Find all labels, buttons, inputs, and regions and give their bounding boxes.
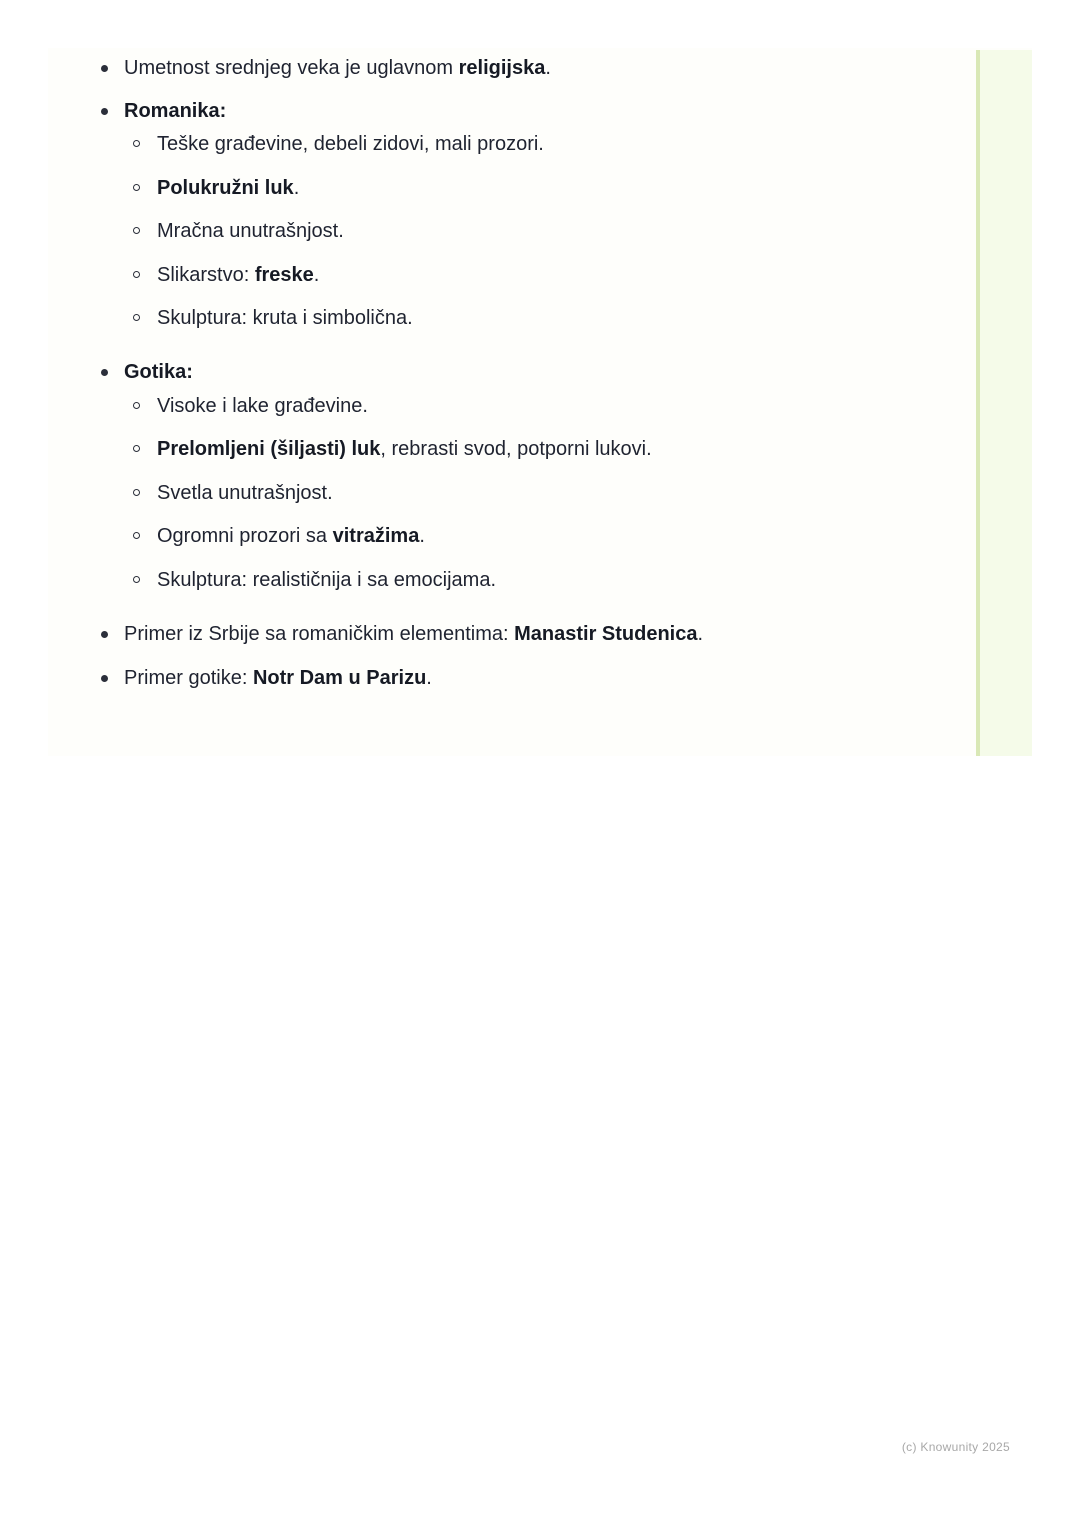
sub-list-item — [48, 262, 948, 288]
sub-list-item — [48, 436, 948, 462]
sub-list-item — [48, 131, 948, 157]
sub-list-item — [48, 567, 948, 593]
hollow-bullet-icon — [133, 489, 140, 496]
bold-text-segment: Prelomljeni (šiljasti) luk — [157, 438, 381, 460]
text-segment: . — [426, 667, 432, 689]
bold-text-segment: vitražima — [332, 525, 420, 547]
hollow-bullet-icon — [133, 184, 140, 191]
sub-list-item-text — [157, 305, 413, 331]
bullet-dot-icon — [101, 108, 108, 115]
sub-list-item-text — [157, 567, 496, 593]
side-accent-strip — [976, 50, 1032, 756]
list-item-text — [124, 665, 432, 691]
list-item-text — [124, 98, 226, 124]
hollow-bullet-icon — [133, 271, 140, 278]
hollow-bullet-icon — [133, 140, 140, 147]
sub-list-item-text — [157, 393, 368, 419]
sub-list-item-text — [157, 218, 344, 244]
sub-list-item-text — [157, 523, 425, 549]
note-card — [48, 48, 1032, 756]
text-segment: Visoke i lake građevine. — [157, 395, 368, 417]
hollow-bullet-icon — [133, 532, 140, 539]
text-segment: Teške građevine, debeli zidovi, mali prozori. — [157, 133, 544, 155]
text-segment: Primer gotike: — [124, 667, 253, 689]
text-segment: . — [545, 57, 551, 79]
text-segment: Skulptura: realističnija i sa emocijama. — [157, 569, 497, 591]
text-segment: Mračna unutrašnjost. — [157, 220, 344, 242]
text-segment: . — [697, 623, 704, 645]
text-segment: . — [293, 177, 300, 199]
bold-text-segment: Polukružni luk — [157, 177, 294, 199]
sub-list-item — [48, 218, 948, 244]
sub-list-item — [48, 305, 948, 331]
bold-text-segment: religijska — [458, 57, 546, 79]
sub-list-item-text — [157, 480, 333, 506]
bold-text-segment: Notr Dam u Parizu — [252, 667, 427, 689]
bullet-dot-icon — [101, 65, 108, 72]
list-item-text — [124, 621, 703, 647]
bold-text-segment: Gotika: — [124, 361, 193, 383]
sub-list-item — [48, 480, 948, 506]
text-segment: Svetla unutrašnjost. — [157, 482, 333, 504]
text-segment: Slikarstvo: — [157, 264, 255, 286]
sub-list-item-text — [157, 131, 544, 157]
bullet-dot-icon — [101, 369, 108, 376]
copyright-footer: (c) Knowunity 2025 — [901, 1440, 1010, 1454]
list-item-text — [124, 359, 193, 385]
bullet-dot-icon — [101, 675, 108, 682]
text-segment: . — [419, 525, 425, 547]
hollow-bullet-icon — [133, 227, 140, 234]
sub-list-item — [48, 175, 948, 201]
sub-list-item-text — [157, 436, 652, 462]
bold-text-segment: Manastir Studenica — [514, 623, 698, 645]
text-segment: Primer iz Srbije sa romaničkim elementima: — [124, 623, 515, 645]
hollow-bullet-icon — [133, 314, 140, 321]
bullet-dot-icon — [101, 631, 108, 638]
hollow-bullet-icon — [133, 402, 140, 409]
text-segment: . — [313, 264, 320, 286]
sub-list-item — [48, 393, 948, 419]
sub-list-item-text — [157, 175, 299, 201]
text-segment: Umetnost srednjeg veka je uglavnom — [124, 57, 459, 79]
sub-list-item — [48, 523, 948, 549]
sub-list-item-text — [157, 262, 319, 288]
bold-text-segment: Romanika: — [124, 100, 227, 122]
text-segment: Ogromni prozori sa — [157, 525, 333, 547]
list-item-text — [124, 55, 551, 81]
text-segment: Skulptura: kruta i simbolična. — [157, 307, 413, 329]
hollow-bullet-icon — [133, 445, 140, 452]
hollow-bullet-icon — [133, 576, 140, 583]
text-segment: , rebrasti svod, potporni lukovi. — [380, 438, 652, 460]
bold-text-segment: freske — [254, 264, 314, 286]
